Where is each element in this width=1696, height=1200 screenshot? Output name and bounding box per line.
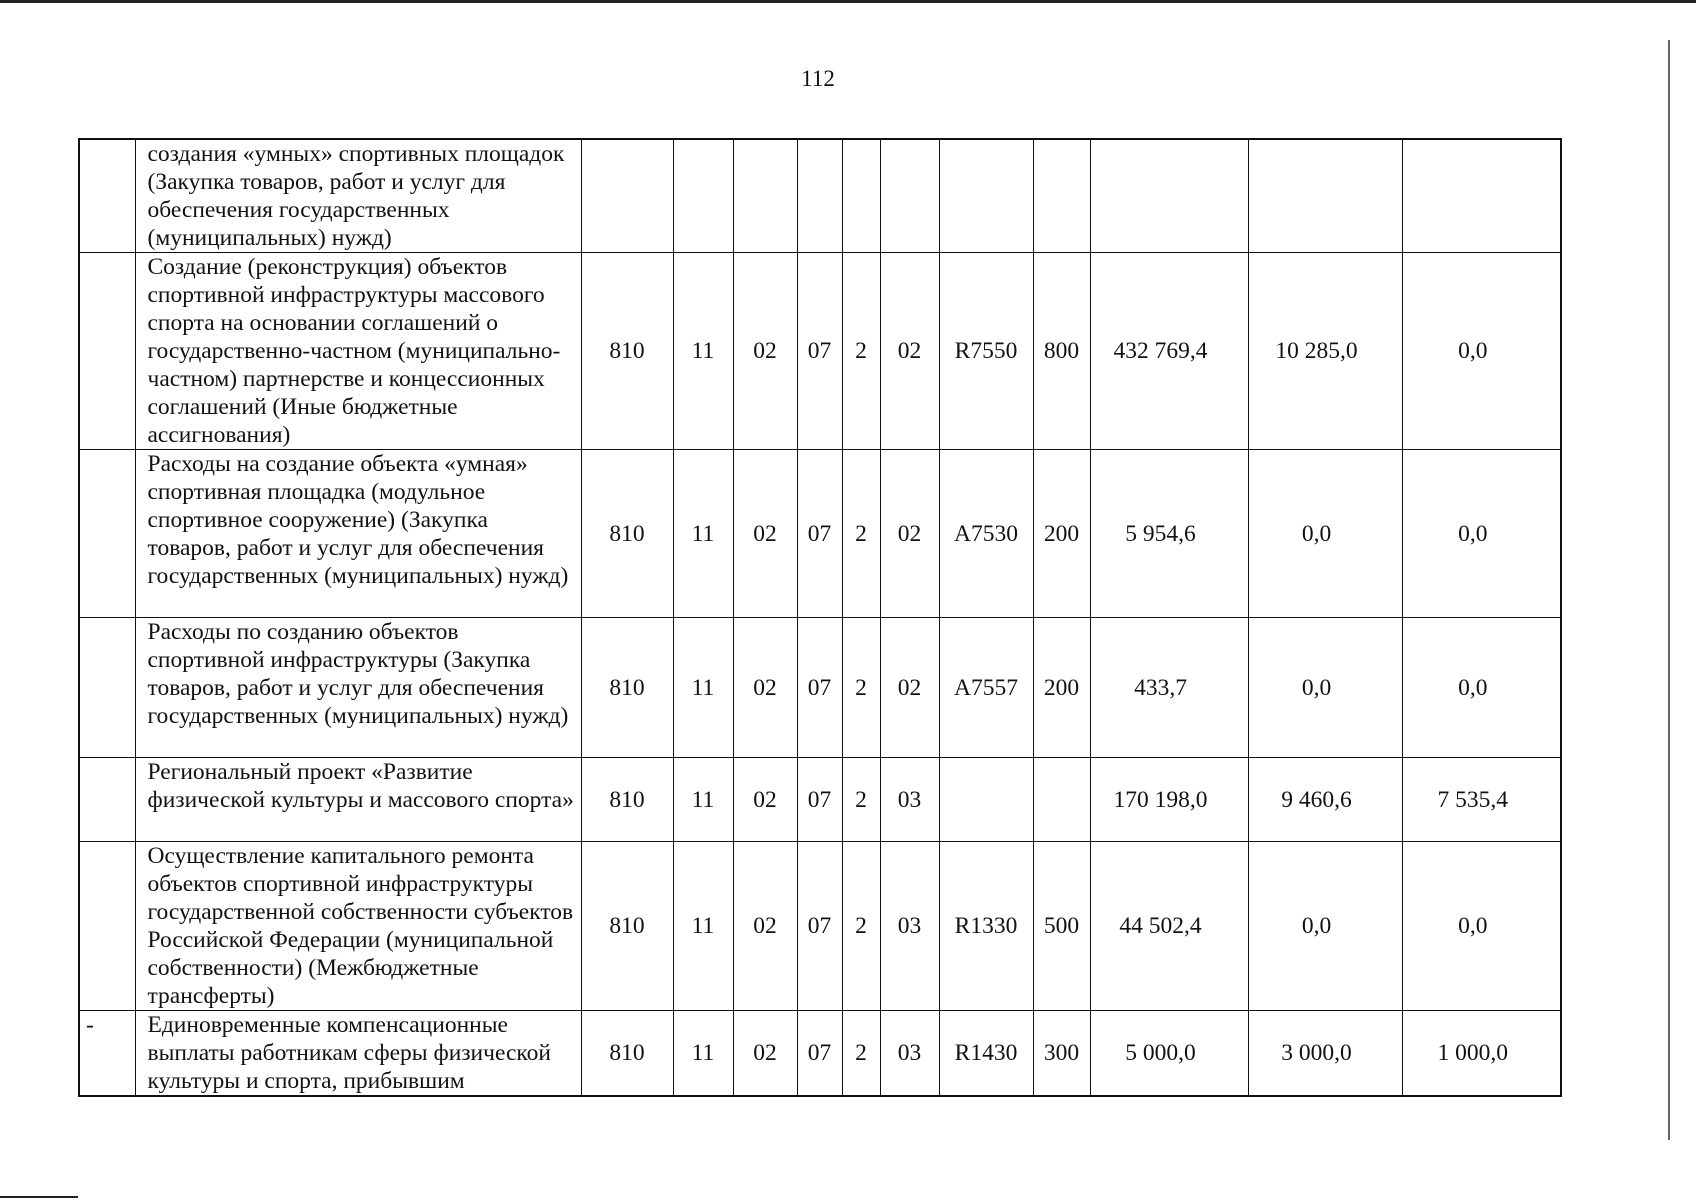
direction-code: R1430 [939, 1011, 1033, 1097]
amount-year-1: 44 502,4 [1090, 842, 1248, 1011]
row-marker [79, 758, 135, 842]
expense-description: Создание (реконструкция) объектов спортивной инфраструктуры массового спорта на основании соглашений о государственно-частном (муниципально-частном) партнерстве и концессионных соглашений (Иные бюджетные ассигнования) [135, 253, 581, 450]
amount-year-2: 9 460,6 [1248, 758, 1402, 842]
program-code: 07 [797, 618, 842, 758]
direction-code: А7557 [939, 618, 1033, 758]
subprogram-code: 2 [842, 450, 880, 618]
section-code: 11 [673, 253, 733, 450]
ministry-code: 810 [581, 1011, 673, 1097]
subprogram-code: 2 [842, 253, 880, 450]
scan-edge-bottom-left [0, 1196, 78, 1198]
event-code: 03 [880, 758, 939, 842]
amount-year-2: 0,0 [1248, 618, 1402, 758]
event-code: 02 [880, 618, 939, 758]
amount-year-2: 0,0 [1248, 450, 1402, 618]
event-code: 03 [880, 842, 939, 1011]
direction-code [939, 139, 1033, 253]
subprogram-code: 2 [842, 842, 880, 1011]
table-body [79, 139, 1561, 1096]
subprogram-code: 2 [842, 618, 880, 758]
subprogram-code: 2 [842, 1011, 880, 1097]
event-code: 02 [880, 450, 939, 618]
amount-year-3: 7 535,4 [1402, 758, 1561, 842]
subsection-code: 02 [733, 1011, 797, 1097]
subsection-code: 02 [733, 253, 797, 450]
expense-type-code [1033, 139, 1090, 253]
ministry-code: 810 [581, 253, 673, 450]
expense-description: Осуществление капитального ремонта объектов спортивной инфраструктуры государственной собственности субъектов Российской Федерации (муниципальной собственности) (Межбюджетные трансферты) [135, 842, 581, 1011]
amount-year-1: 170 198,0 [1090, 758, 1248, 842]
expense-type-code [1033, 758, 1090, 842]
event-code [880, 139, 939, 253]
section-code: 11 [673, 842, 733, 1011]
row-marker [79, 450, 135, 618]
program-code [797, 139, 842, 253]
direction-code: А7530 [939, 450, 1033, 618]
direction-code: R7550 [939, 253, 1033, 450]
table-row [79, 139, 1561, 253]
subprogram-code: 2 [842, 758, 880, 842]
expense-type-code: 200 [1033, 450, 1090, 618]
expense-description: Расходы на создание объекта «умная» спортивная площадка (модульное спортивное сооружение) (Закупка товаров, работ и услуг для обеспечения государственных (муниципальных) нужд) [135, 450, 581, 618]
amount-year-1: 433,7 [1090, 618, 1248, 758]
ministry-code: 810 [581, 758, 673, 842]
scan-edge-right [1668, 40, 1670, 1140]
amount-year-1: 5 000,0 [1090, 1011, 1248, 1097]
subsection-code: 02 [733, 758, 797, 842]
amount-year-2: 3 000,0 [1248, 1011, 1402, 1097]
table-row [79, 842, 1561, 1011]
expense-type-code: 800 [1033, 253, 1090, 450]
expense-description: Единовременные компенсационные выплаты работникам сферы физической культуры и спорта, прибывшим [135, 1011, 581, 1097]
expense-description: Расходы по созданию объектов спортивной инфраструктуры (Закупка товаров, работ и услуг для обеспечения государственных (муниципальных) нужд) [135, 618, 581, 758]
amount-year-1: 432 769,4 [1090, 253, 1248, 450]
table-row [79, 758, 1561, 842]
ministry-code: 810 [581, 618, 673, 758]
budget-table [78, 138, 1562, 1097]
table-row [79, 618, 1561, 758]
section-code: 11 [673, 450, 733, 618]
expense-type-code: 500 [1033, 842, 1090, 1011]
amount-year-3 [1402, 139, 1561, 253]
expense-description: создания «умных» спортивных площадок (Закупка товаров, работ и услуг для обеспечения государственных (муниципальных) нужд) [135, 139, 581, 253]
subsection-code: 02 [733, 450, 797, 618]
subsection-code [733, 139, 797, 253]
amount-year-2: 10 285,0 [1248, 253, 1402, 450]
table-row [79, 253, 1561, 450]
row-marker [79, 618, 135, 758]
expense-type-code: 300 [1033, 1011, 1090, 1097]
ministry-code: 810 [581, 450, 673, 618]
row-marker [79, 253, 135, 450]
amount-year-3: 0,0 [1402, 618, 1561, 758]
program-code: 07 [797, 842, 842, 1011]
ministry-code [581, 139, 673, 253]
ministry-code: 810 [581, 842, 673, 1011]
amount-year-1 [1090, 139, 1248, 253]
direction-code [939, 758, 1033, 842]
expense-description: Региональный проект «Развитие физической культуры и массового спорта» [135, 758, 581, 842]
page-number: 112 [801, 66, 835, 91]
program-code: 07 [797, 758, 842, 842]
amount-year-3: 0,0 [1402, 450, 1561, 618]
expense-type-code: 200 [1033, 618, 1090, 758]
program-code: 07 [797, 253, 842, 450]
amount-year-1: 5 954,6 [1090, 450, 1248, 618]
subsection-code: 02 [733, 618, 797, 758]
section-code: 11 [673, 618, 733, 758]
amount-year-3: 0,0 [1402, 842, 1561, 1011]
event-code: 03 [880, 1011, 939, 1097]
program-code: 07 [797, 450, 842, 618]
section-code: 11 [673, 758, 733, 842]
subsection-code: 02 [733, 842, 797, 1011]
table-row [79, 1011, 1561, 1097]
scan-edge-top [0, 0, 1696, 3]
amount-year-2: 0,0 [1248, 842, 1402, 1011]
program-code: 07 [797, 1011, 842, 1097]
row-marker [79, 139, 135, 253]
subprogram-code [842, 139, 880, 253]
amount-year-3: 1 000,0 [1402, 1011, 1561, 1097]
table-row [79, 450, 1561, 618]
row-marker [79, 842, 135, 1011]
event-code: 02 [880, 253, 939, 450]
section-code [673, 139, 733, 253]
amount-year-3: 0,0 [1402, 253, 1561, 450]
row-marker: - [79, 1011, 135, 1097]
direction-code: R1330 [939, 842, 1033, 1011]
section-code: 11 [673, 1011, 733, 1097]
amount-year-2 [1248, 139, 1402, 253]
